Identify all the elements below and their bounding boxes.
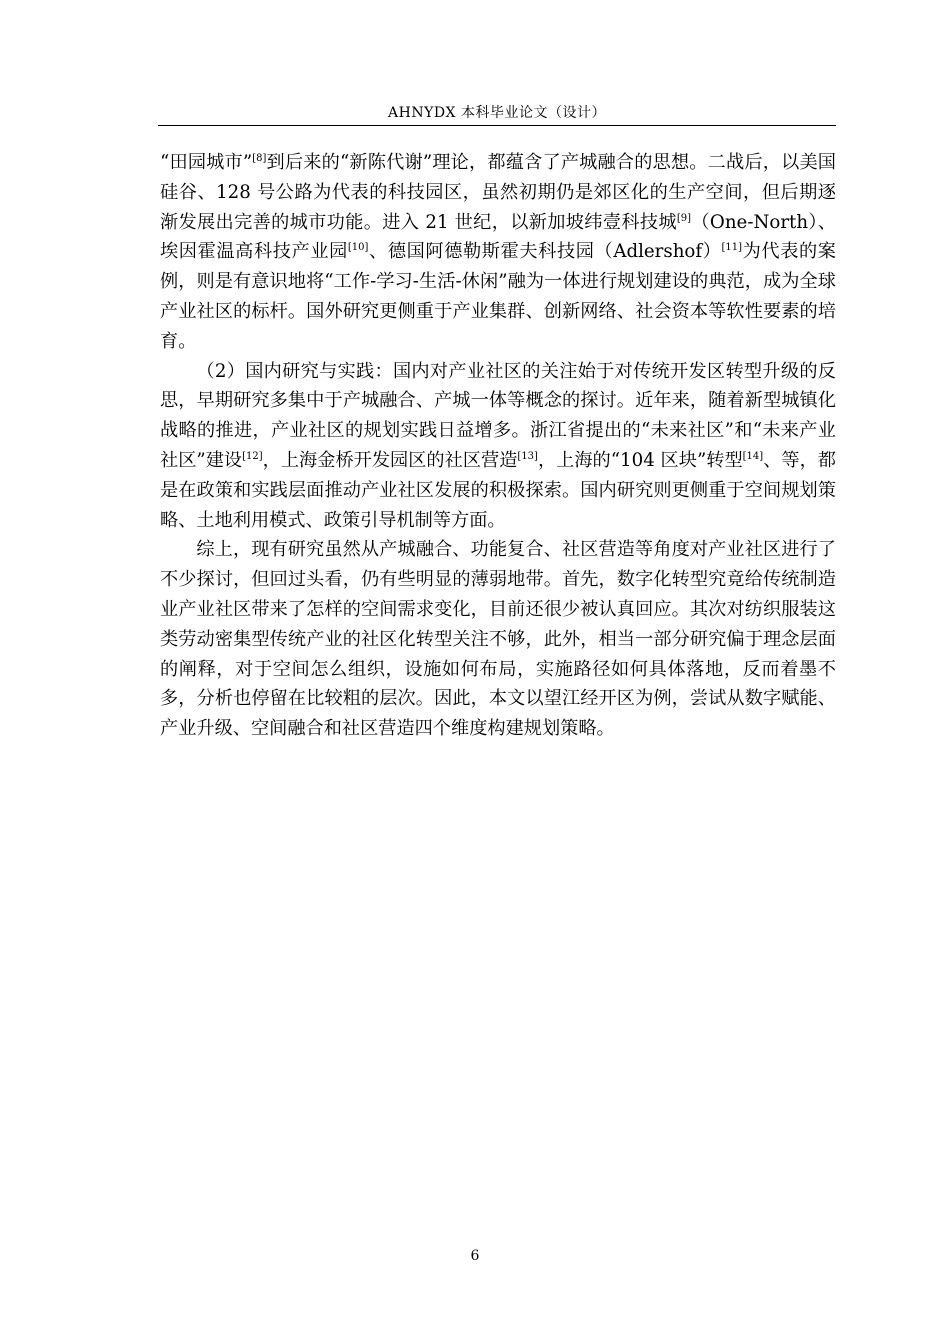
paragraph-domestic-research: [160, 357, 836, 536]
text-span: 为代表的案例，则是有意识地将“工作-学习-生活-休闲”融为一体进行规划建设的典范，成为全球产业社区的标杆。国外研究更侧重于产业集群、创新网络、社会资本等软性要素的培育。: [160, 241, 836, 352]
page-number: 6: [470, 1248, 480, 1264]
text-span: 到后来的“新陈代谢”理论，都蕴含了产城融合的思想。二战后，以美国硅谷、128 号公路为代表的科技园区，虽然初期仍是郊区化的生产空间，但后期逐渐发展出完善的城市功能。进入 21 世纪，以新加坡纬壹科技城: [160, 152, 836, 233]
citation: [9]: [676, 212, 692, 224]
citation: [13]: [517, 450, 538, 462]
citation: [12]: [242, 450, 263, 462]
text-span: “田园城市”: [160, 152, 253, 173]
text-span: 、德国阿德勒斯霍夫科技园（Adlershof）: [368, 241, 722, 263]
citation: [8]: [252, 153, 267, 164]
citation: [10]: [347, 242, 369, 254]
citation: [14]: [742, 450, 764, 462]
text-span: 、等，都是在政策和实践层面推动产业社区发展的积极探索。国内研究则更侧重于空间规划策略、土地利用模式、政策引导机制等方面。: [160, 449, 836, 531]
running-header: AHNYDX 本科毕业论文（设计）: [388, 105, 606, 121]
text-span: （One-North）、埃因霍温高科技产业园: [160, 211, 836, 263]
text-span: ，上海的“104 区块”转型: [537, 449, 743, 471]
text-span: ，上海金桥开发园区的社区营造: [262, 449, 518, 471]
body-text: [160, 148, 836, 744]
paragraph-summary: 综上，现有研究虽然从产城融合、功能复合、社区营造等角度对产业社区进行了不少探讨，但回过头看，仍有些明显的薄弱地带。首先，数字化转型究竟给传统制造业产业社区带来了怎样的空间需求变化，目前还很少被认真回应。其次对纺织服装这类劳动密集型传统产业的社区化转型关注不够，此外，相当一部分研究偏于理念层面的阐释，对于空间怎么组织，设施如何布局，实施路径如何具体落地，反而着墨不多，分析也停留在比较粗的层次。因此，本文以望江经开区为例，尝试从数字赋能、产业升级、空间融合和社区营造四个维度构建规划策略。: [160, 539, 836, 740]
paragraph-foreign-research: [160, 148, 836, 357]
text-span: （2）国内研究与实践：国内对产业社区的关注始于对传统开发区转型升级的反思，早期研究多集中于产城融合、产城一体等概念的探讨。近年来，随着新型城镇化战略的推进，产业社区的规划实践日益增多。浙江省提出的“未来社区”和“未来产业社区”建设: [160, 360, 836, 471]
citation: [11]: [721, 242, 743, 254]
header-rule: [158, 125, 836, 126]
